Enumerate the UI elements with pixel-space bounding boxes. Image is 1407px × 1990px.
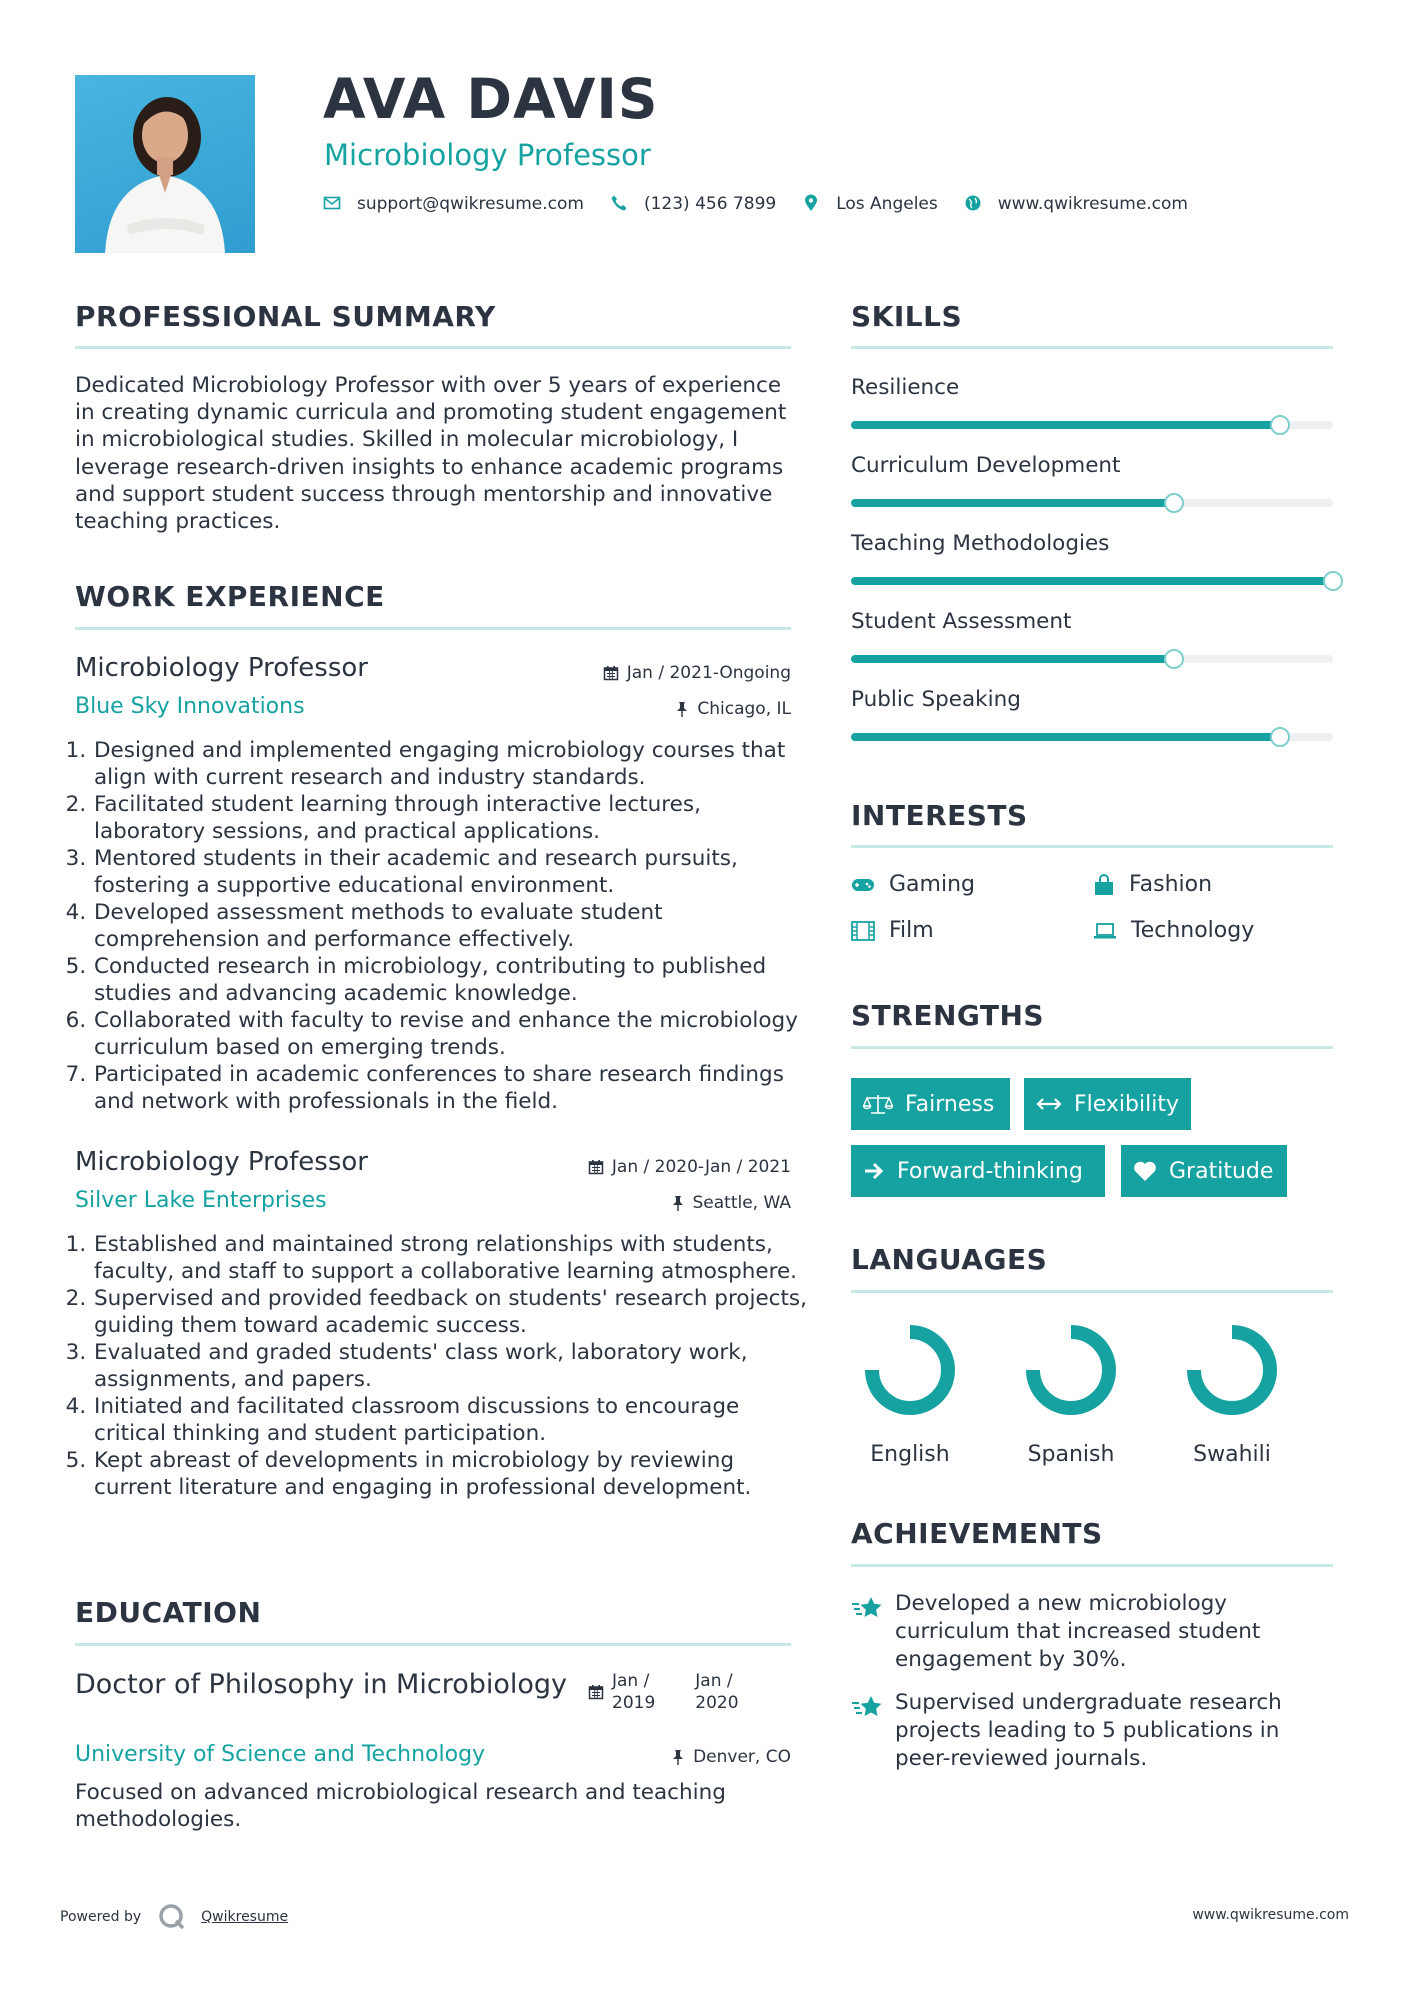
skill-bar-knob — [1164, 493, 1184, 513]
globe-icon — [964, 194, 984, 214]
skill-label: Public Speaking — [851, 687, 1021, 712]
summary-divider — [75, 346, 791, 349]
interest-label: Gaming — [889, 872, 975, 897]
pushpin-icon — [675, 701, 689, 717]
list-item: 4. Initiated and facilitated classroom discussions to encourage critical thinking and student participation. — [93, 1393, 813, 1447]
language-ring — [860, 1320, 960, 1420]
skill-bar-fill — [851, 577, 1333, 585]
laptop-icon — [1093, 922, 1117, 940]
interest-item — [851, 918, 934, 943]
job-title: Microbiology Professor — [75, 1147, 368, 1177]
language-label: Swahili — [1193, 1442, 1271, 1467]
list-item: 7. Participated in academic conferences to share research findings and network with professionals in the field. — [93, 1061, 813, 1115]
list-item: 5. Conducted research in microbiology, contributing to published studies and advancing academic knowledge. — [93, 953, 813, 1007]
contact-bar — [323, 194, 1214, 214]
education-location — [671, 1747, 791, 1767]
job-company: Blue Sky Innovations — [75, 694, 305, 719]
envelope-icon — [323, 194, 343, 214]
interests-heading: INTERESTS — [851, 799, 1028, 832]
skill-label: Curriculum Development — [851, 453, 1121, 478]
education-heading: EDUCATION — [75, 1596, 262, 1629]
interests-divider — [851, 845, 1333, 848]
strength-label: Forward-thinking — [897, 1158, 1083, 1184]
achievements-heading: ACHIEVEMENTS — [851, 1517, 1103, 1550]
strengths-heading: STRENGTHS — [851, 999, 1045, 1032]
achievements-divider — [851, 1564, 1333, 1567]
shopping-bag-icon — [1093, 874, 1115, 896]
language-item — [1172, 1320, 1292, 1467]
pushpin-icon — [671, 1749, 685, 1765]
degree-title: Doctor of Philosophy in Microbiology — [75, 1669, 568, 1700]
language-item — [850, 1320, 970, 1467]
contact-phone[interactable]: (123) 456 7899 — [643, 194, 777, 214]
calendar-icon — [603, 665, 619, 681]
skill-label: Resilience — [851, 375, 960, 400]
list-item: 3. Mentored students in their academic and research pursuits, fostering a supportive educational environment. — [93, 845, 813, 899]
job-dates-text: Jan / 2021-Ongoing — [626, 663, 791, 683]
candidate-name: AVA DAVIS — [323, 67, 659, 131]
profile-photo — [75, 75, 255, 253]
brand-link[interactable]: Qwikresume — [201, 1909, 289, 1925]
calendar-icon — [588, 1684, 604, 1700]
education-dates — [588, 1670, 739, 1714]
powered-by-label: Powered by — [60, 1909, 142, 1925]
education-divider — [75, 1643, 791, 1646]
list-item: 4. Developed assessment methods to evaluate student comprehension and performance effectively. — [93, 899, 813, 953]
experience-divider — [75, 627, 791, 630]
arrows-horizontal-icon — [1036, 1097, 1062, 1111]
footer-website[interactable]: www.qwikresume.com — [1192, 1907, 1349, 1923]
education-description: Focused on advanced microbiological research and teaching methodologies. — [75, 1780, 726, 1833]
star-icon — [851, 1689, 895, 1773]
skills-divider — [851, 346, 1333, 349]
arrow-right-icon — [863, 1161, 885, 1181]
pushpin-icon — [671, 1195, 685, 1211]
list-item: 2. Facilitated student learning through interactive lectures, laboratory sessions, and practical applications. — [93, 791, 813, 845]
education-end-month: Jan / — [695, 1671, 733, 1691]
education-end-date — [695, 1670, 738, 1714]
job-dates — [603, 663, 791, 683]
education-location-text: Denver, CO — [693, 1747, 791, 1767]
job-location-text: Chicago, IL — [697, 699, 791, 719]
qwikresume-logo-icon — [157, 1902, 187, 1932]
strength-badge — [851, 1078, 1010, 1130]
skill-bar — [851, 499, 1333, 507]
language-ring — [1182, 1320, 1282, 1420]
skills-heading: SKILLS — [851, 300, 963, 333]
job-dates — [588, 1157, 791, 1177]
interest-item — [1093, 918, 1254, 943]
experience-heading: WORK EXPERIENCE — [75, 580, 385, 613]
strength-badge — [851, 1145, 1105, 1197]
skill-bar — [851, 655, 1333, 663]
language-label: Spanish — [1027, 1442, 1115, 1467]
languages-heading: LANGUAGES — [851, 1243, 1048, 1276]
phone-icon — [610, 194, 630, 214]
job-duties-list — [70, 737, 813, 1115]
language-item — [1011, 1320, 1131, 1467]
list-item: 1. Designed and implemented engaging microbiology courses that align with current research and industry standards. — [93, 737, 813, 791]
school-name: University of Science and Technology — [75, 1742, 486, 1767]
interest-item — [1093, 872, 1212, 897]
education-start-month: Jan / — [612, 1671, 650, 1691]
skill-bar-knob — [1164, 649, 1184, 669]
summary-heading: PROFESSIONAL SUMMARY — [75, 300, 496, 333]
language-label: English — [870, 1442, 950, 1467]
education-end-year: 2020 — [695, 1693, 739, 1713]
strength-label: Fairness — [905, 1091, 995, 1117]
candidate-title: Microbiology Professor — [324, 138, 651, 172]
contact-location: Los Angeles — [836, 194, 938, 214]
skill-label: Teaching Methodologies — [851, 531, 1110, 556]
strength-badge — [1024, 1078, 1191, 1130]
contact-website[interactable]: www.qwikresume.com — [997, 194, 1188, 214]
skill-label: Student Assessment — [851, 609, 1072, 634]
skill-bar — [851, 421, 1333, 429]
skill-bar-fill — [851, 499, 1174, 507]
film-icon — [851, 921, 875, 941]
job-duties-list — [70, 1231, 813, 1501]
heart-icon — [1133, 1160, 1157, 1182]
skill-bar — [851, 733, 1333, 741]
skill-bar-fill — [851, 733, 1280, 741]
achievement-item — [851, 1689, 1291, 1773]
gamepad-icon — [851, 876, 875, 894]
job-location — [675, 699, 791, 719]
interest-label: Technology — [1131, 918, 1255, 943]
achievement-text: Developed a new microbiology curriculum that increased student engagement by 30%. — [895, 1591, 1261, 1672]
job-title: Microbiology Professor — [75, 653, 368, 683]
education-start-year: 2019 — [612, 1693, 656, 1713]
footer-powered-by — [60, 1902, 288, 1932]
map-marker-icon — [802, 194, 822, 214]
job-dates-text: Jan / 2020-Jan / 2021 — [611, 1157, 791, 1177]
achievement-item — [851, 1590, 1291, 1674]
language-ring — [1021, 1320, 1121, 1420]
education-start-date — [612, 1670, 655, 1714]
languages-divider — [851, 1290, 1333, 1293]
list-item: 6. Collaborated with faculty to revise and enhance the microbiology curriculum based on emerging trends. — [93, 1007, 813, 1061]
interest-label: Film — [889, 918, 934, 943]
skill-bar-fill — [851, 655, 1174, 663]
summary-text: Dedicated Microbiology Professor with over 5 years of experience in creating dynamic curricula and promoting student engagement in microbiological studies. Skilled in molecular microbiology, I leverage research-driven insights to enhance academic programs and support student success through mentorship and innovative teaching practices. — [75, 373, 787, 535]
skill-bar-fill — [851, 421, 1280, 429]
interest-label: Fashion — [1129, 872, 1213, 897]
strength-badge — [1121, 1145, 1287, 1197]
list-item: 3. Evaluated and graded students' class work, laboratory work, assignments, and papers. — [93, 1339, 813, 1393]
achievement-text: Supervised undergraduate research projects leading to 5 publications in peer-reviewed journals. — [895, 1690, 1282, 1771]
list-item: 5. Kept abreast of developments in microbiology by reviewing current literature and engaging in professional development. — [93, 1447, 813, 1501]
job-company: Silver Lake Enterprises — [75, 1188, 327, 1213]
strength-label: Flexibility — [1074, 1091, 1179, 1117]
star-icon — [851, 1590, 895, 1674]
list-item: 1. Established and maintained strong relationships with students, faculty, and staff to support a collaborative learning atmosphere. — [93, 1231, 813, 1285]
balance-scale-icon — [863, 1093, 893, 1115]
list-item: 2. Supervised and provided feedback on students' research projects, guiding them toward academic success. — [93, 1285, 813, 1339]
contact-email[interactable]: support@qwikresume.com — [357, 194, 584, 214]
job-location — [671, 1193, 792, 1213]
job-location-text: Seattle, WA — [692, 1193, 791, 1213]
skill-bar-knob — [1323, 571, 1343, 591]
strengths-divider — [851, 1046, 1333, 1049]
skill-bar-knob — [1270, 415, 1290, 435]
strength-label: Gratitude — [1169, 1158, 1274, 1184]
interest-item — [851, 872, 975, 897]
skill-bar-knob — [1270, 727, 1290, 747]
calendar-icon — [588, 1159, 604, 1175]
skill-bar — [851, 577, 1333, 585]
